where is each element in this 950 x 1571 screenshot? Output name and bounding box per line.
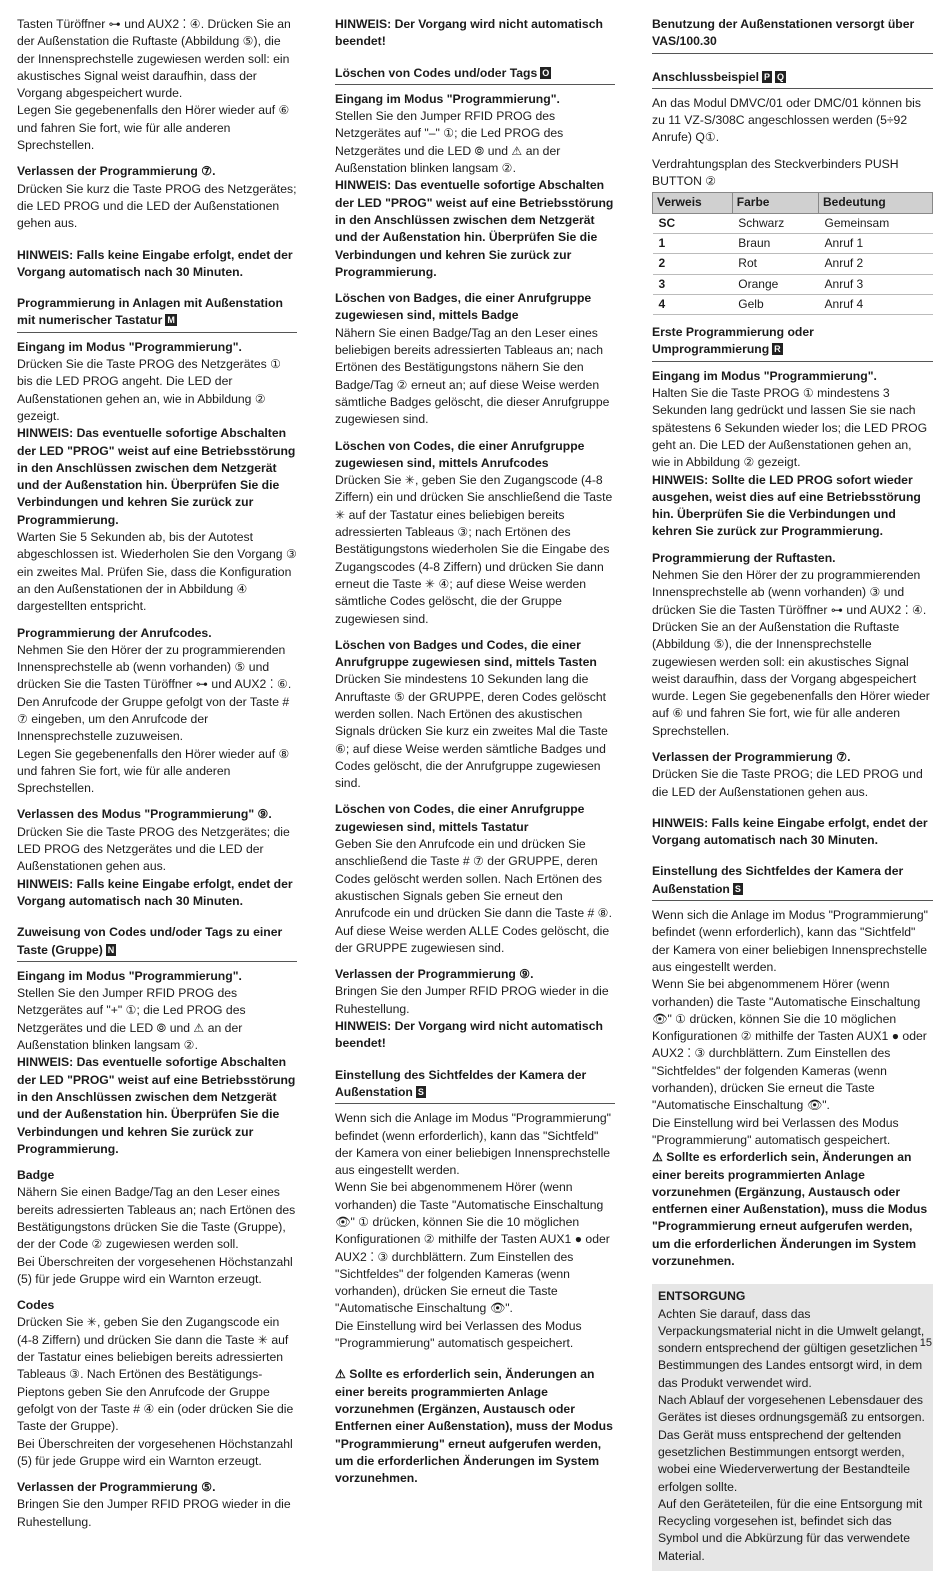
table-cell: SC <box>653 213 733 233</box>
table-row <box>653 274 933 294</box>
paragraph: Nehmen Sie den Hörer der zu programmierenden Innensprechstelle ab (wenn vorhanden) ③ und drücken Sie die Tasten Türöffner ⊶ und AUX2 ⁚ ④. Drücken Sie an der Außenstation die Ruftaste (Abbildung ⑤), die der Innensprechstelle zugewiesen werden soll: ein akustisches Signal weist daraufhin, dass der Vorgang abgespeichert wurde. Legen Sie gegebenenfalls den Hörer wieder auf ⑥ und fahren Sie fort, wie für alle anderen Sprechstellen. <box>652 568 930 738</box>
warning-note: ⚠ Sollte es erforderlich sein, Änderungen an einer bereits programmierten Anlage vorzunehmen (Ergänzung, Austausch oder entfernen einer Außenstation), muss die Modus "Programmierung erneut aufgerufen werden, um die erforderlichen Änderungen im System vorzunehmen. <box>652 1150 928 1268</box>
paragraph: Bei Überschreiten der vorgesehenen Höchstanzahl (5) für jede Gruppe wird ein Warnton erzeugt. <box>17 1436 293 1468</box>
table-cell: 1 <box>653 233 733 253</box>
warning-note: ⚠ Sollte es erforderlich sein, Änderungen an einer bereits programmierten Anlage vorzunehmen (Ergänzen, Austausch oder Entfernen einer Außenstation), muss der Modus "Programmierung" erneut aufgerufen werden, um die erforderlichen Änderungen im System vorzunehmen. <box>335 1367 613 1486</box>
paragraph: Stellen Sie den Jumper RFID PROG des Netzgerätes auf "+" ①; die Led PROG des Netzgerätes und die LED ⦾ und ⚠ an der Außenstation blinken langsam ②. <box>17 986 246 1053</box>
paragraph: Wenn sich die Anlage im Modus "Programmierung" befindet (wenn erforderlich), kann das "Sichtfeld" der Kamera von einer beliebigen Innensprechstelle aus eingestellt werden. <box>652 908 929 974</box>
section-title: Einstellung des Sichtfeldes der Kamera der Außenstation <box>652 864 904 896</box>
paragraph: Bei Überschreiten der vorgesehenen Höchstanzahl (5) für jede Gruppe wird ein Warnton erzeugt. <box>17 1254 293 1286</box>
paragraph: Legen Sie gegebenenfalls den Hörer wieder auf ⑥ und fahren Sie fort, wie für alle anderen Sprechstellen. <box>17 103 290 153</box>
paragraph: Bringen Sie den Jumper RFID PROG wieder in die Ruhestellung. <box>335 984 609 1016</box>
paragraph: Auf den Geräteteilen, für die eine Entsorgung mit Recycling vorgesehen ist, befindet sich das Symbol und die Abkürzung für das verwendete Material. <box>658 1496 923 1563</box>
figure-tag: O <box>542 67 550 78</box>
paragraph: Drücken Sie die Taste PROG des Netzgerätes ① bis die LED PROG angeht. Die LED der Außenstationen gehen an, wie in Abbildung ② gezeigt. <box>17 357 282 423</box>
subheading: Verlassen des Modus "Programmierung" ⑨. <box>17 807 272 822</box>
subheading: Verlassen der Programmierung ⑤. <box>17 1480 216 1495</box>
paragraph: Die Einstellung wird bei Verlassen des Modus "Programmierung" automatisch gespeichert. <box>335 1318 582 1351</box>
subheading: Verlassen der Programmierung ⑦. <box>17 164 216 179</box>
figure-tag: N <box>107 944 115 955</box>
paragraph: Drücken Sie mindestens 10 Sekunden lang die Anruftaste ⑤ der GRUPPE, deren Codes gelöscht werden sollen. Nach Ertönen des akustischen Signals drücken Sie kurz ein zweites Mal die Taste ⑥; auf diese Weise werden sämtliche Badges und Codes gelöscht, die der Anrufgruppe zugewiesen sind. <box>335 672 608 791</box>
section-title: Benutzung der Außenstationen versorgt über VAS/100.30 <box>652 17 915 49</box>
section-title: Anschlussbeispiel <box>652 69 760 84</box>
paragraph: Warten Sie 5 Sekunden ab, bis der Autotest abgeschlossen ist. Wiederholen Sie den Vorgang ③ ein zweites Mal. Prüfen Sie, dass die Konfiguration an den Außenstationen der in Abbildung ④ dargestellten entspricht. <box>17 530 297 614</box>
note: HINWEIS: Das eventuelle sofortige Abschalten der LED "PROG" weist auf eine Betriebsstörung in den Anschlüssen zwischen dem Netzgerät und der Außenstation hin. Überprüfen Sie die Verbindungen und kehren Sie zurück zur Programmierung. <box>335 178 614 279</box>
figure-tag: S <box>417 1086 424 1097</box>
table-cell: Gelb <box>732 294 818 314</box>
paragraph: Achten Sie darauf, dass das Verpackungsmaterial nicht in die Umwelt gelangt, sondern entsprechend der gültigen gesetzlichen Bestimmungen des Landes entsorgt wird, in dem das Produkt verwendet wird. <box>658 1306 925 1390</box>
wiring-table <box>652 192 933 315</box>
subheading: Löschen von Codes, die einer Anrufgruppe zugewiesen sind, mittels Tastatur <box>335 802 585 834</box>
subheading: Löschen von Badges, die einer Anrufgruppe zugewiesen sind, mittels Badge <box>335 291 592 323</box>
paragraph: Nach Ablauf der vorgesehenen Lebensdauer des Gerätes ist dieses ordnungsgemäß zu entsorgen. <box>658 1393 925 1425</box>
note: HINWEIS: Falls keine Eingabe erfolgt, endet der Vorgang automatisch nach 30 Minuten. <box>652 815 928 848</box>
paragraph: Wenn sich die Anlage im Modus "Programmierung" befindet (wenn erforderlich), kann das "Sichtfeld" der Kamera von einer beliebigen Innensprechstelle aus eingestellt werden. <box>335 1111 612 1178</box>
paragraph: Das Gerät muss entsprechend der geltenden gesetzlichen Bestimmungen entsorgt werden, wobei eine Wiederverwertung der Bestandteile erfolgen sollte. <box>658 1427 911 1494</box>
figure-tag: S <box>734 883 741 894</box>
section-heading <box>652 324 933 362</box>
section-title: Einstellung des Sichtfeldes der Kamera der Außenstation <box>335 1067 587 1099</box>
paragraph: Drücken Sie die Taste PROG des Netzgerätes; die LED PROG des Netzgerätes und die LED der Außenstationen gehen aus. <box>17 824 290 874</box>
paragraph: Die Einstellung wird bei Verlassen des Modus "Programmierung" automatisch gespeichert. <box>652 1115 899 1147</box>
paragraph: Drücken Sie ✳, geben Sie den Zugangscode (4-8 Ziffern) ein und drücken Sie anschließend die Taste ✳ auf der Tastatur eines beliebigen bereits adressierten Tableaus ③; nach Ertönen des Bestätigungstons wiederholen Sie die Eingabe des Zugangscodes (4-8 Ziffern) und drücken Sie dann erneut die Taste ✳ ④; auf diese Weise werden sämtliche Codes gelöscht, die der Gruppe zugewiesen sind. <box>335 473 613 626</box>
subheading: Löschen von Codes, die einer Anrufgruppe zugewiesen sind, mittels Anrufcodes <box>335 438 585 470</box>
section-title: Programmierung in Anlagen mit Außenstation mit numerischer Tastatur <box>17 296 283 328</box>
paragraph: Drücken Sie die Taste PROG; die LED PROG und die LED der Außenstationen gehen aus. <box>652 767 923 799</box>
subheading: Programmierung der Ruftasten. <box>652 550 836 565</box>
note: HINWEIS: Falls keine Eingabe erfolgt, endet der Vorgang automatisch nach 30 Minuten. <box>17 876 293 908</box>
table-cell: Rot <box>732 254 818 274</box>
paragraph: Drücken Sie ✳, geben Sie den Zugangscode ein (4-8 Ziffern) und drücken Sie dann die Taste ✳ auf der Tastatur eines beliebigen bereits adressierten Tableaus ③. Nach Ertönen des Bestätigungs-Pieptons geben Sie den Anrufcode der Gruppe gefolgt von der Taste # ④ ein (oder drücken Sie die Taste der Gruppe). <box>17 1315 294 1434</box>
table-header: Bedeutung <box>819 193 933 213</box>
subheading: Verlassen der Programmierung ⑨. <box>335 967 534 982</box>
figure-tag: M <box>167 315 175 326</box>
paragraph: Nehmen Sie den Hörer der zu programmierenden Innensprechstelle ab (wenn vorhanden) ⑤ und drücken Sie die Tasten Türöffner ⊶ und AUX2 ⁚ ⑥. Den Anrufcode der Gruppe gefolgt von der Taste # ⑦ eingeben, um den Anrufcode der Innensprechstelle zuzuweisen. <box>17 642 292 744</box>
table-cell: Orange <box>732 274 818 294</box>
subheading: Löschen von Badges und Codes, die einer Anrufgruppe zugewiesen sind, mittels Tasten <box>335 637 597 670</box>
subheading: Eingang im Modus "Programmierung". <box>652 368 877 383</box>
paragraph: Tasten Türöffner ⊶ und AUX2 ⁚ ④. Drücken Sie an der Außenstation die Ruftaste (Abbildung ⑤), die der Innensprechstelle zugewiesen werden soll: ein akustisches Signal weist daraufhin, dass der Vorgang abgespeichert wurde. <box>17 17 291 101</box>
paragraph: Wenn Sie bei abgenommenem Hörer (wenn vorhanden) die Taste "Automatische Einschaltung 👁" ① drücken, können Sie die 10 möglichen Konfigurationen ② mithilfe der Tasten AUX1 ● oder AUX2 ⁚ ③ durchblättern. Zum Einstellen des "Sichtfeldes" der folgenden Kameras (wenn vorhanden), drücken Sie erneut die Taste "Automatische Einschaltung 👁". <box>335 1180 610 1316</box>
paragraph: Legen Sie gegebenenfalls den Hörer wieder auf ⑧ und fahren Sie fort, wie für alle anderen Sprechstellen. <box>17 746 290 796</box>
paragraph: Drücken Sie kurz die Taste PROG des Netzgerätes; die LED PROG und die LED der Außenstationen gehen aus. <box>17 181 297 231</box>
table-cell: 2 <box>653 254 733 274</box>
table-cell: Anruf 1 <box>819 233 933 253</box>
subheading: Eingang im Modus "Programmierung". <box>17 968 242 983</box>
section-heading <box>335 1067 615 1105</box>
note: HINWEIS: Falls keine Eingabe erfolgt, endet der Vorgang automatisch nach 30 Minuten. <box>17 247 293 279</box>
section-heading <box>335 65 615 85</box>
table-row <box>653 233 933 253</box>
section-title: Zuweisung von Codes und/oder Tags zu einer Taste (Gruppe) <box>17 925 283 957</box>
paragraph: An das Modul DMVC/01 oder DMC/01 können bis zu 11 VZ-S/308C angeschlossen werden (5÷92 Anrufe) Q①. <box>652 95 921 145</box>
disposal-title: ENTSORGUNG <box>658 1289 746 1304</box>
table-row <box>653 254 933 274</box>
table-cell: Braun <box>732 233 818 253</box>
table-cell: Anruf 3 <box>819 274 933 294</box>
paragraph: Bringen Sie den Jumper RFID PROG wieder in die Ruhestellung. <box>17 1497 291 1529</box>
figure-tag: R <box>774 344 781 355</box>
table-cell: Schwarz <box>732 213 818 233</box>
subheading: Eingang im Modus "Programmierung". <box>17 339 242 354</box>
disposal-box <box>652 1284 933 1571</box>
subheading: Codes <box>17 1298 55 1313</box>
table-cell: Anruf 2 <box>819 254 933 274</box>
table-row <box>653 213 933 233</box>
section-title: Erste Programmierung oder Umprogrammierung <box>652 325 814 357</box>
column-right <box>652 16 933 1571</box>
column-left <box>17 16 297 1531</box>
section-heading <box>17 295 297 333</box>
note: HINWEIS: Der Vorgang wird nicht automatisch beendet! <box>335 17 603 49</box>
table-row <box>653 294 933 314</box>
note: HINWEIS: Sollte die LED PROG sofort wieder ausgehen, weist dies auf eine Betriebsstörung hin. Überprüfen Sie die Verbindungen und kehren Sie zurück zur Programmierung. <box>652 472 921 539</box>
page-number: 15 <box>919 1336 932 1349</box>
paragraph: Nähern Sie einen Badge/Tag an den Leser eines bereits adressierten Tableaus an; nach Ertönen des Bestätigungstons drücken Sie die Taste (Gruppe), der der Code ② zugewiesen werden soll. <box>17 1185 296 1252</box>
subheading: Verlassen der Programmierung ⑦. <box>652 749 851 764</box>
subheading: Badge <box>17 1168 55 1183</box>
paragraph: Nähern Sie einen Badge/Tag an den Leser eines beliebigen bereits adressierten Tableaus an; nach Ertönen des Bestätigungstons nähern Sie den Badge/Tag ② erneut an; auf diese Weise werden sämtliche Badges gelöscht, die dieser Anrufgruppe zugewiesen sind. <box>335 325 610 427</box>
table-header: Farbe <box>732 193 818 213</box>
paragraph: Geben Sie den Anrufcode ein und drücken Sie anschließend die Taste # ⑦ der GRUPPE, deren Codes gelöscht werden sollen. Nach Ertönen des akustischen Signals geben Sie erneut den Anrufcode ein und drücken Sie dann die Taste # ⑧. Auf diese Weise werden ALLE Codes gelöscht, die der GRUPPE zugewiesen sind. <box>335 837 612 955</box>
section-title: Löschen von Codes und/oder Tags <box>335 65 538 80</box>
note: HINWEIS: Das eventuelle sofortige Abschalten der LED "PROG" weist auf eine Betriebsstörung in den Anschlüssen zwischen dem Netzgerät und der Außenstation hin. Überprüfen Sie die Verbindungen und kehren Sie zurück zur Programmierung. <box>17 1055 296 1156</box>
paragraph: Wenn Sie bei abgenommenem Hörer (wenn vorhanden) die Taste "Automatische Einschaltung 👁" ① drücken, können Sie die 10 möglichen Konfigurationen ② mithilfe der Tasten AUX1 ● oder AUX2 ⁚ ③ durchblättern. Zum Einstellen des "Sichtfeldes" der folgenden Kameras (wenn vorhanden), drücken Sie erneut die Taste "Automatische Einschaltung 👁". <box>652 977 927 1113</box>
paragraph: Stellen Sie den Jumper RFID PROG des Netzgerätes auf "–" ①; die Led PROG des Netzgerätes und die LED ⦾ und ⚠ an der Außenstation blinken langsam ②. <box>335 109 564 176</box>
section-heading <box>652 16 933 54</box>
column-middle <box>335 16 615 1487</box>
table-cell: Gemeinsam <box>819 213 933 233</box>
section-heading <box>652 69 933 89</box>
table-header: Verweis <box>653 193 733 213</box>
table-header-row <box>653 193 933 213</box>
note: HINWEIS: Der Vorgang wird nicht automatisch beendet! <box>335 1019 603 1051</box>
table-cell: 4 <box>653 294 733 314</box>
figure-tag: Q <box>777 71 785 82</box>
section-heading <box>17 924 297 962</box>
table-cell: 3 <box>653 274 733 294</box>
paragraph: Halten Sie die Taste PROG ① mindestens 3 Sekunden lang gedrückt und lassen Sie sie nach spätestens 6 Sekunden wieder los; die LED PROG geht an. Die LED der Außenstationen gehen an, wie in Abbildung ② gezeigt. <box>652 386 928 470</box>
paragraph: Verdrahtungsplan des Steckverbinders PUSH BUTTON ② <box>652 156 899 189</box>
table-cell: Anruf 4 <box>819 294 933 314</box>
subheading: Eingang im Modus "Programmierung". <box>335 91 560 106</box>
note: HINWEIS: Das eventuelle sofortige Abschalten der LED "PROG" weist auf eine Betriebsstörung in den Anschlüssen zwischen dem Netzgerät und der Außenstation hin. Überprüfen Sie die Verbindungen und kehren Sie zurück zur Programmierung. <box>17 426 296 527</box>
subheading: Programmierung der Anrufcodes. <box>17 625 212 640</box>
section-heading <box>652 863 933 901</box>
figure-tag: P <box>764 71 771 82</box>
